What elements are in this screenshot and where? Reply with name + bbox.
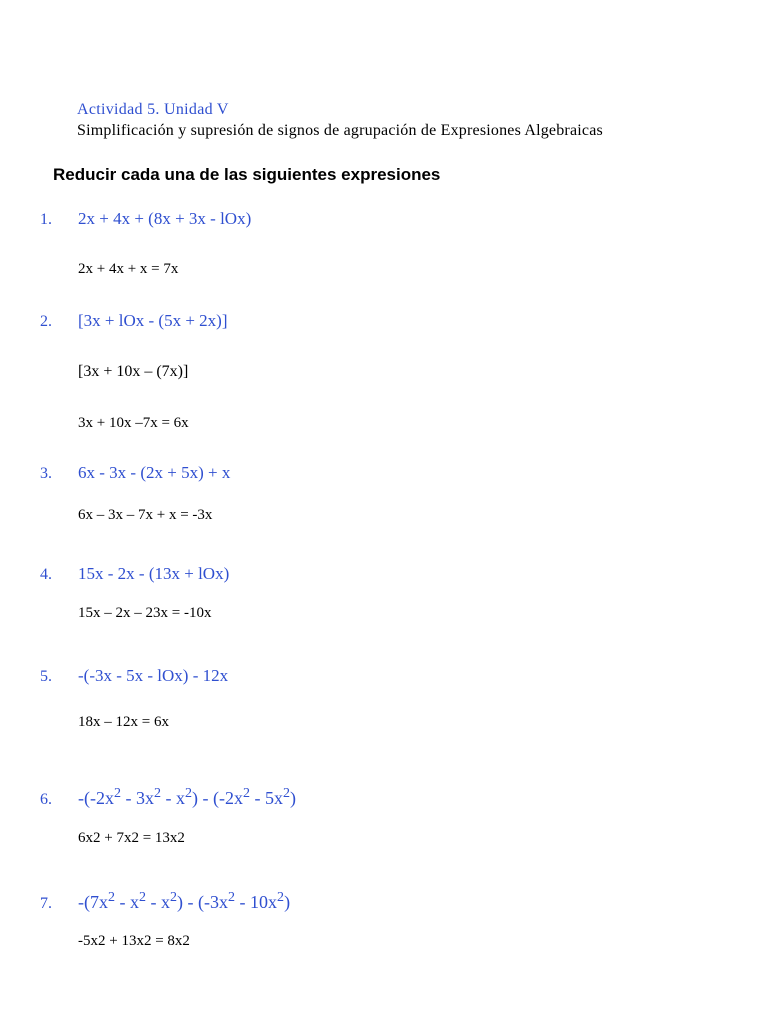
exercise-2-step-2: 3x + 10x –7x = 6x	[78, 415, 189, 431]
exercise-7-expression: $-(7x^2 - x^2 - x^2) - (-3x^2 - 10x^2)$	[78, 888, 291, 912]
exercise-1-number: 1.	[40, 211, 52, 228]
exercise-6-expression: $-(-2x^2 - 3x^2 - x^2) - (-2x^2 - 5x^2)$	[78, 784, 297, 808]
exercise-5-expression: -(-3x - 5x - lOx) - 12x	[78, 666, 229, 685]
exercise-1-step-1: 2x + 4x + x = 7x	[78, 261, 179, 277]
exercise-7-step-1: -5x2 + 13x2 = 8x2	[78, 933, 190, 949]
exercise-3-step-1: 6x – 3x – 7x + x = -3x	[78, 507, 213, 523]
exercise-6-number: 6.	[40, 791, 52, 808]
exercise-4-expression: 15x - 2x - (13x + lOx)	[78, 564, 230, 583]
activity-subtitle: Simplificación y supresión de signos de agrupación de Expresiones Algebraicas	[77, 122, 603, 139]
exercise-6-step-1: 6x2 + 7x2 = 13x2	[78, 830, 185, 846]
exercise-3-number: 3.	[40, 465, 52, 482]
instruction-heading: Reducir cada una de las siguientes expresiones	[53, 165, 441, 184]
exercise-2-step-1: [3x + 10x – (7x)]	[78, 363, 189, 380]
exercise-4-number: 4.	[40, 566, 52, 583]
exercise-7-number: 7.	[40, 895, 52, 912]
exercise-5-step-1: 18x – 12x = 6x	[78, 714, 169, 730]
exercise-2-expression: [3x + lOx - (5x + 2x)]	[78, 311, 228, 330]
activity-title: Actividad 5. Unidad V	[77, 101, 229, 118]
exercise-3-expression: 6x - 3x - (2x + 5x) + x	[78, 463, 231, 482]
exercise-5-number: 5.	[40, 668, 52, 685]
exercise-2-number: 2.	[40, 313, 52, 330]
exercise-1-expression: 2x + 4x + (8x + 3x - lOx)	[78, 209, 252, 228]
exercise-4-step-1: 15x – 2x – 23x = -10x	[78, 605, 212, 621]
